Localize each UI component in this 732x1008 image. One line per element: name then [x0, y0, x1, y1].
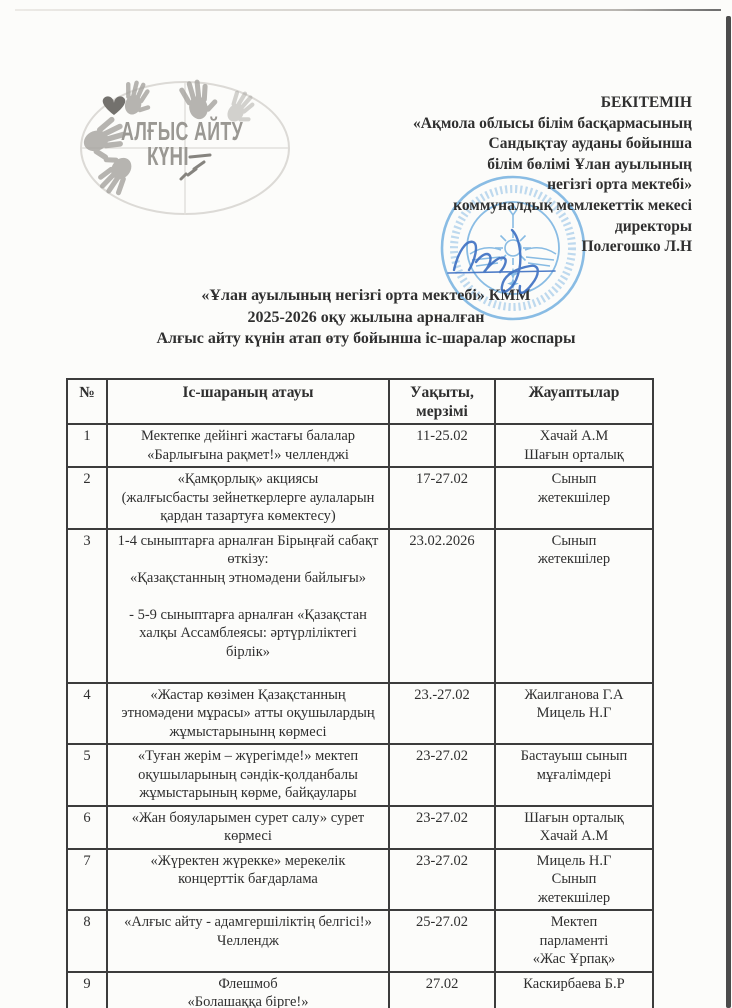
- text-line: «Ұлан ауылының негізгі орта мектебі» КММ: [201, 287, 531, 304]
- cell-responsible: [495, 744, 653, 806]
- cell-date: 23-27.02: [389, 744, 495, 806]
- cell-event-name: [107, 529, 389, 683]
- text-line: көрмесі: [224, 828, 272, 844]
- text-line: коммуналдық мемлекеттік мекесі: [453, 196, 692, 214]
- cell-date: 11-25.02: [389, 424, 495, 467]
- text-line: Сынып: [551, 871, 597, 887]
- text-line: «Жастар көзімен Қазақстанның: [150, 686, 346, 703]
- cell-responsible: [495, 683, 653, 745]
- cell-number: 7: [67, 849, 107, 911]
- text-line: Шағын орталық: [524, 809, 624, 826]
- table-row: [67, 910, 653, 972]
- text-line: мұғалімдері: [536, 766, 612, 783]
- text-line: 2025-2026 оқу жылына арналған: [247, 308, 485, 326]
- text-line: Мицель Н.Г: [536, 852, 612, 869]
- text-line: «Жүректен жүрекке» мерекелік: [150, 852, 346, 869]
- cell-responsible: [495, 910, 653, 972]
- col-header-event-name: Іс-шараның атауы: [107, 379, 389, 424]
- table-row: [67, 849, 653, 911]
- text-line: қардан тазартуға көмектесу): [160, 508, 336, 524]
- events-table: [66, 378, 654, 1008]
- cell-number: 1: [67, 424, 107, 467]
- table-row: [67, 467, 653, 529]
- text-line: Флешмоб: [218, 975, 278, 992]
- table-row: [67, 529, 653, 683]
- cell-event-name: [107, 424, 389, 467]
- text-line: «Барлығына рақмет!» челленджі: [147, 446, 349, 463]
- text-line: Алғыс айту күнін атап өту бойынша іс-шаралар жоспары: [156, 330, 576, 347]
- cell-event-name: [107, 849, 389, 911]
- text-line: Бастауыш сынып: [520, 748, 628, 764]
- cell-number: 8: [67, 910, 107, 972]
- text-line: халқы Ассамблеясы: әртүрліліктегі: [139, 625, 357, 641]
- text-line: директоры: [614, 217, 692, 235]
- document-title: [36, 285, 696, 350]
- text-line: оқушыларының сәндік-қолданбалы: [138, 766, 358, 783]
- cell-event-name: [107, 972, 389, 1008]
- text-line: Мектеп: [550, 914, 598, 930]
- text-line: Уақыты,: [410, 384, 474, 401]
- cell-date: 23.02.2026: [389, 529, 495, 683]
- col-header-responsible: Жауаптылар: [495, 379, 653, 424]
- cell-responsible: [495, 849, 653, 911]
- text-line: Шағын орталық: [524, 446, 624, 463]
- cell-number: 5: [67, 744, 107, 806]
- cell-date: 23.-27.02: [389, 683, 495, 745]
- text-line: этномәдени мұрасы» атты оқушылардың: [121, 705, 375, 721]
- events-table-body: [67, 424, 653, 1008]
- text-line: БЕКІТЕМІН: [600, 94, 692, 111]
- col-header-date: [389, 379, 495, 424]
- text-line: Хачай А.М: [539, 828, 609, 844]
- text-line: жұмыстарының көрме, байқаулары: [139, 785, 357, 801]
- text-line: жетекшілер: [537, 889, 611, 906]
- text-line: «Қамқорлық» акциясы: [177, 471, 319, 487]
- text-line: Мектепке дейінгі жастағы балалар: [140, 428, 356, 444]
- text-line: Полегошко Л.Н: [581, 238, 692, 256]
- cell-responsible: [495, 529, 653, 683]
- text-line: «Жан бояуларымен сурет салу» сурет: [131, 809, 365, 826]
- cell-responsible: [495, 806, 653, 849]
- scan-right-edge-artifact: [726, 16, 731, 1008]
- cell-number: 3: [67, 529, 107, 683]
- logo-title-line2: КҮНІ: [147, 141, 189, 171]
- text-line: (жалғысбасты зейнеткерлерге аулаларын: [121, 489, 375, 506]
- events-plan-table-wrap: [66, 378, 652, 1008]
- logo-title-line1: АЛҒЫС АЙТУ: [121, 116, 244, 146]
- cell-event-name: [107, 806, 389, 849]
- cell-date: 23-27.02: [389, 806, 495, 849]
- text-line: мерзімі: [416, 403, 468, 420]
- cell-responsible: [495, 424, 653, 467]
- text-line: Хачай А.М: [539, 428, 609, 444]
- text-line: жұмыстарынынң көрмесі: [169, 723, 327, 740]
- table-row: [67, 806, 653, 849]
- cell-event-name: [107, 683, 389, 745]
- cell-number: 6: [67, 806, 107, 849]
- text-line: негізгі орта мектебі»: [547, 176, 692, 194]
- text-line: Сандықтау ауданы бойынша: [488, 135, 692, 153]
- text-line: концерттік бағдарлама: [178, 871, 318, 887]
- text-line: [112, 661, 384, 680]
- text-line: бірлік»: [225, 643, 271, 660]
- cell-responsible: [495, 972, 653, 1008]
- text-line: өткізу:: [227, 551, 269, 567]
- scan-top-edge-artifact: [15, 9, 721, 11]
- table-row: [67, 744, 653, 806]
- text-line: «Болашаққа бірге!»: [187, 994, 309, 1008]
- cell-date: 27.02: [389, 972, 495, 1008]
- text-line: «Қазақстанның этномәдени байлығы»: [130, 569, 366, 586]
- cell-date: 17-27.02: [389, 467, 495, 529]
- cell-event-name: [107, 744, 389, 806]
- director-signature: [442, 218, 567, 306]
- text-line: парламенті: [539, 932, 609, 949]
- text-line: Мицель Н.Г: [536, 705, 612, 721]
- text-line: «Алғыс айту - адамгершіліктің белгісі!»: [124, 914, 372, 930]
- cell-number: 2: [67, 467, 107, 529]
- cell-date: 23-27.02: [389, 849, 495, 911]
- cell-number: 4: [67, 683, 107, 745]
- text-line: білім бөлімі Ұлан ауылының: [487, 155, 692, 173]
- text-line: [112, 587, 384, 606]
- cell-date: 25-27.02: [389, 910, 495, 972]
- text-line: Сынып: [551, 471, 597, 487]
- cell-responsible: [495, 467, 653, 529]
- text-line: «Ақмола облысы білім басқармасының: [413, 114, 692, 132]
- text-line: Сынып: [551, 532, 597, 549]
- text-line: Жаилганова Г.А: [524, 686, 624, 703]
- text-line: - 5-9 сыныптарға арналған «Қазақстан: [129, 606, 367, 623]
- signature-scrawl: [454, 230, 538, 293]
- text-line: «Жас Ұрпақ»: [532, 951, 616, 967]
- table-header-row: [67, 379, 653, 424]
- text-line: «Туған жерім – жүрегімде!» мектеп: [137, 748, 359, 764]
- text-line: Каскирбаева Б.Р: [523, 975, 625, 992]
- table-row: [67, 424, 653, 467]
- text-line: жетекшілер: [537, 551, 611, 567]
- director-signature-drawing: [442, 218, 567, 306]
- table-row: [67, 683, 653, 745]
- text-line: жетекшілер: [537, 489, 611, 506]
- cell-number: 9: [67, 972, 107, 1008]
- cell-event-name: [107, 910, 389, 972]
- table-row: [67, 972, 653, 1008]
- cell-event-name: [107, 467, 389, 529]
- col-header-number: №: [67, 379, 107, 424]
- text-line: Челлендж: [217, 932, 279, 949]
- text-line: 1-4 сыныптарға арналған Бірыңғай сабақт: [117, 532, 379, 549]
